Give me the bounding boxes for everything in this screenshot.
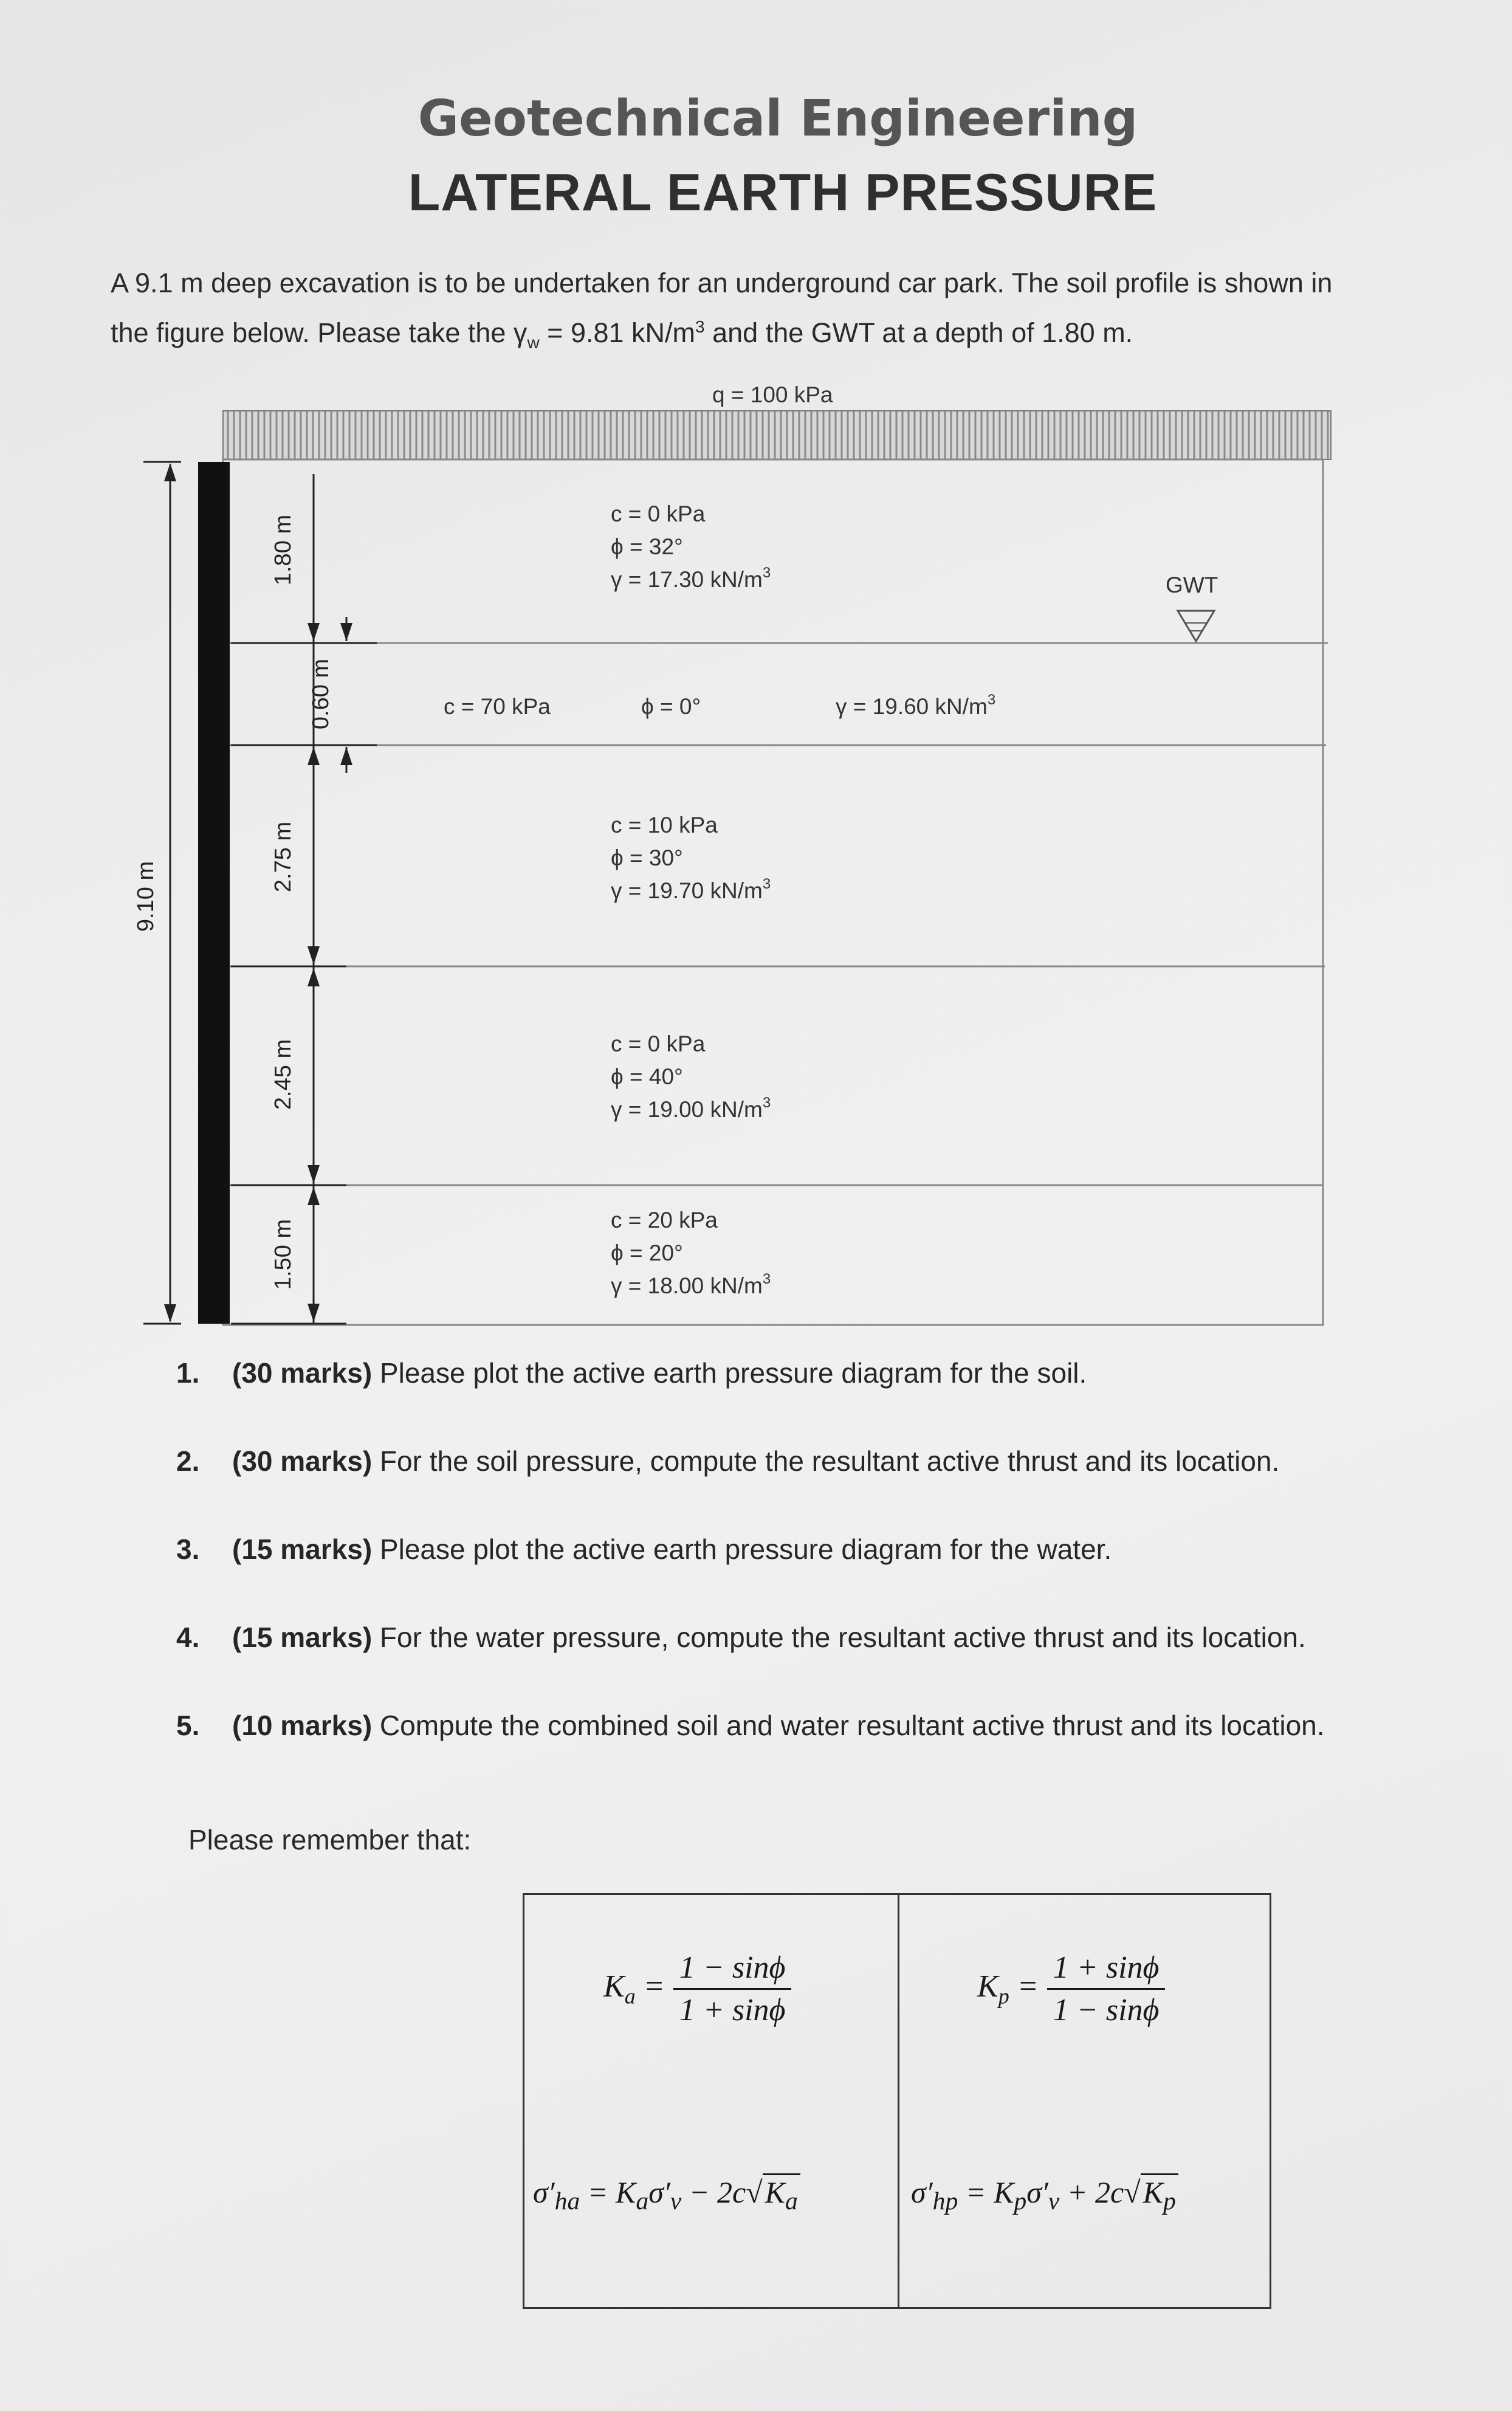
gwt-symbol bbox=[1178, 611, 1214, 641]
formula-box bbox=[523, 1893, 1271, 2309]
dim-layer-2: 0.60 m bbox=[308, 658, 334, 730]
svg-text:ϕ = 32°: ϕ = 32° bbox=[611, 534, 683, 559]
question-4: 4. (15 marks) For the water pressure, compute the resultant active thrust and its location. bbox=[176, 1622, 1306, 1653]
dim-layer-1: 1.80 m bbox=[270, 514, 296, 586]
question-5: 5. (10 marks) Compute the combined soil and water resultant active thrust and its location. bbox=[176, 1710, 1325, 1741]
svg-text:c = 70 kPa: c = 70 kPa bbox=[444, 694, 551, 719]
intro-line-2: the figure below. Please take the $\gamma_w = 9.81$ $kN/m^3$ and the GWT at a depth of 1.80 m. bbox=[111, 317, 1133, 352]
question-2: 2. (30 marks) For the soil pressure, compute the resultant active thrust and its location. bbox=[176, 1445, 1280, 1477]
dim-layer-4: 2.45 m bbox=[270, 1039, 296, 1110]
layer-4-properties bbox=[611, 1031, 771, 1122]
svg-text:c = 10 kPa: c = 10 kPa bbox=[611, 813, 718, 837]
intro-line-1: A 9.1 m deep excavation is to be undertaken for an underground car park. The soil profile is shown in bbox=[111, 267, 1333, 298]
page-subtitle: LATERAL EARTH PRESSURE bbox=[408, 163, 1158, 222]
svg-text:c = 0 kPa: c = 0 kPa bbox=[611, 1031, 706, 1056]
svg-text:γ = 19.60 kN/m3: γ = 19.60 $kN/m^3$ bbox=[836, 692, 996, 719]
svg-text:γ = 18.00 kN/m3: γ = 18.00 $kN/m^3$ bbox=[611, 1271, 771, 1298]
question-1: 1. (30 marks) Please plot the active earth pressure diagram for the soil. bbox=[176, 1357, 1087, 1389]
layer-3-properties bbox=[611, 813, 771, 903]
svg-text:ϕ = 0°: ϕ = 0° bbox=[641, 694, 701, 719]
dim-layer-5: 1.50 m bbox=[270, 1219, 296, 1290]
surcharge-label: q = 100 kPa bbox=[712, 382, 833, 407]
remember-label: Please remember that: bbox=[188, 1824, 472, 1856]
total-depth-label: 9.10 m bbox=[133, 861, 159, 932]
layer-2-properties bbox=[444, 692, 995, 719]
svg-text:γ = 17.30 kN/m3: γ = 17.30 $kN/m^3$ bbox=[611, 565, 771, 592]
dim-layer-3: 2.75 m bbox=[270, 821, 296, 893]
question-3: 3. (15 marks) Please plot the active earth pressure diagram for the water. bbox=[176, 1533, 1112, 1565]
page-title: Geotechnical Engineering bbox=[418, 90, 1138, 148]
kp-formula: $K_p$ = $\frac{1 + \sin\phi}{1 - \sin\phi}$ bbox=[977, 1950, 1165, 2028]
svg-text:γ = 19.00 kN/m3: γ = 19.00 $kN/m^3$ bbox=[611, 1095, 771, 1122]
svg-text:c = 20 kPa: c = 20 kPa bbox=[611, 1208, 718, 1233]
sigma-ha-formula: $\sigma'_{ha} = K_a\sigma'_v - 2c√K_a$ bbox=[533, 2175, 800, 2216]
layer-1-properties bbox=[611, 501, 771, 592]
svg-text:γ = 19.70 kN/m3: γ = 19.70 $kN/m^3$ bbox=[611, 876, 771, 903]
sigma-hp-formula: $\sigma'_{hp} = K_p\sigma'_v + 2c√K_p$ bbox=[911, 2175, 1178, 2216]
svg-text:c = 0 kPa: c = 0 kPa bbox=[611, 501, 706, 526]
retaining-wall bbox=[198, 462, 230, 1324]
soil-box bbox=[223, 459, 1323, 1325]
surcharge-band bbox=[223, 411, 1331, 459]
ka-formula: $K_a$ = $\frac{1 - \sin\phi}{1 + \sin\phi}$ bbox=[603, 1950, 791, 2028]
svg-text:ϕ = 30°: ϕ = 30° bbox=[611, 845, 683, 870]
gwt-label: GWT bbox=[1166, 573, 1218, 597]
formula-divider bbox=[898, 1895, 899, 2307]
layer-5-properties bbox=[611, 1208, 771, 1298]
svg-text:ϕ = 20°: ϕ = 20° bbox=[611, 1240, 683, 1265]
svg-text:ϕ = 40°: ϕ = 40° bbox=[611, 1064, 683, 1089]
